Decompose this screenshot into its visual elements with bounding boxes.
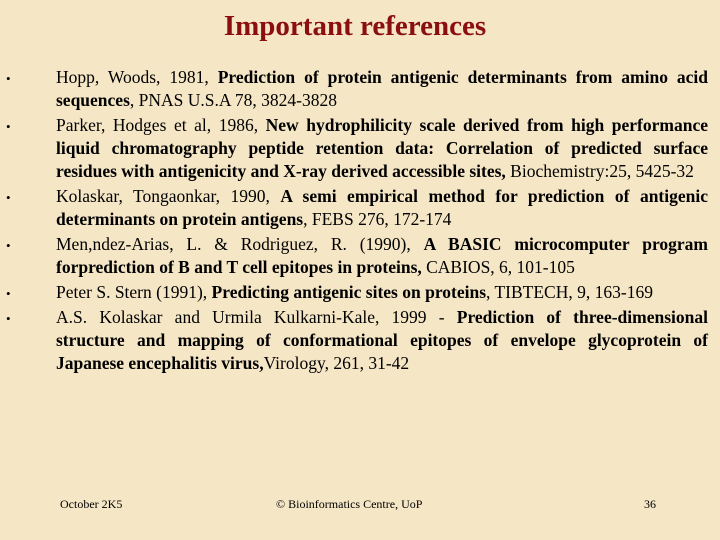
slide-title: Important references [223, 10, 487, 42]
reference-item [6, 114, 708, 183]
reference-list [0, 66, 720, 377]
reference-title: Prediction of three-dimensional structure and mapping of conformational epitopes of envelope glycoprotein of Japanese encephalitis virus, [56, 307, 708, 373]
reference-item [6, 306, 708, 375]
reference-source: Biochemistry:25, 5425-32 [505, 161, 694, 181]
bullet-icon: • [6, 71, 11, 86]
reference-source: CABIOS, 6, 101-105 [421, 257, 575, 277]
bullet-icon: • [6, 311, 11, 326]
reference-title: A BASIC microcomputer program forprediction of B and T cell epitopes in proteins, [56, 234, 708, 277]
footer-page-number: 36 [644, 497, 656, 511]
reference-source: , PNAS U.S.A 78, 3824-3828 [129, 90, 338, 110]
footer-date: October 2K5 [60, 497, 123, 511]
reference-authors: Men,ndez-Arias, L. & Rodriguez, R. (1990), [56, 234, 424, 254]
reference-authors: A.S. Kolaskar and Urmila Kulkarni-Kale, 1999 - [56, 307, 457, 327]
footer-copyright: © Bioinformatics Centre, UoP [276, 497, 423, 511]
reference-item [6, 281, 708, 304]
reference-title: New hydrophilicity scale derived from high performance liquid chromatography peptide retention data: Correlation of predicted surface residues with antigenicity and X-ray derived accessible sites, [56, 115, 708, 181]
reference-item [6, 66, 708, 112]
reference-authors: Peter S. Stern (1991), [56, 282, 212, 302]
reference-authors: Hopp, Woods, 1981, [56, 67, 218, 87]
reference-source: , TIBTECH, 9, 163-169 [486, 282, 653, 302]
bullet-icon: • [6, 119, 11, 134]
reference-authors: Parker, Hodges et al, 1986, [56, 115, 266, 135]
reference-item [6, 233, 708, 279]
reference-item [6, 185, 708, 231]
reference-authors: Kolaskar, Tongaonkar, 1990, [56, 186, 281, 206]
reference-title: Prediction of protein antigenic determinants from amino acid sequences [56, 67, 708, 110]
reference-title: A semi empirical method for prediction of antigenic determinants on protein antigens [56, 186, 708, 229]
reference-source: , FEBS 276, 172-174 [303, 209, 452, 229]
bullet-icon: • [6, 286, 11, 301]
bullet-icon: • [6, 238, 11, 253]
bullet-icon: • [6, 190, 11, 205]
reference-title: Predicting antigenic sites on proteins [211, 282, 487, 302]
reference-source: Virology, 261, 31-42 [263, 353, 410, 373]
